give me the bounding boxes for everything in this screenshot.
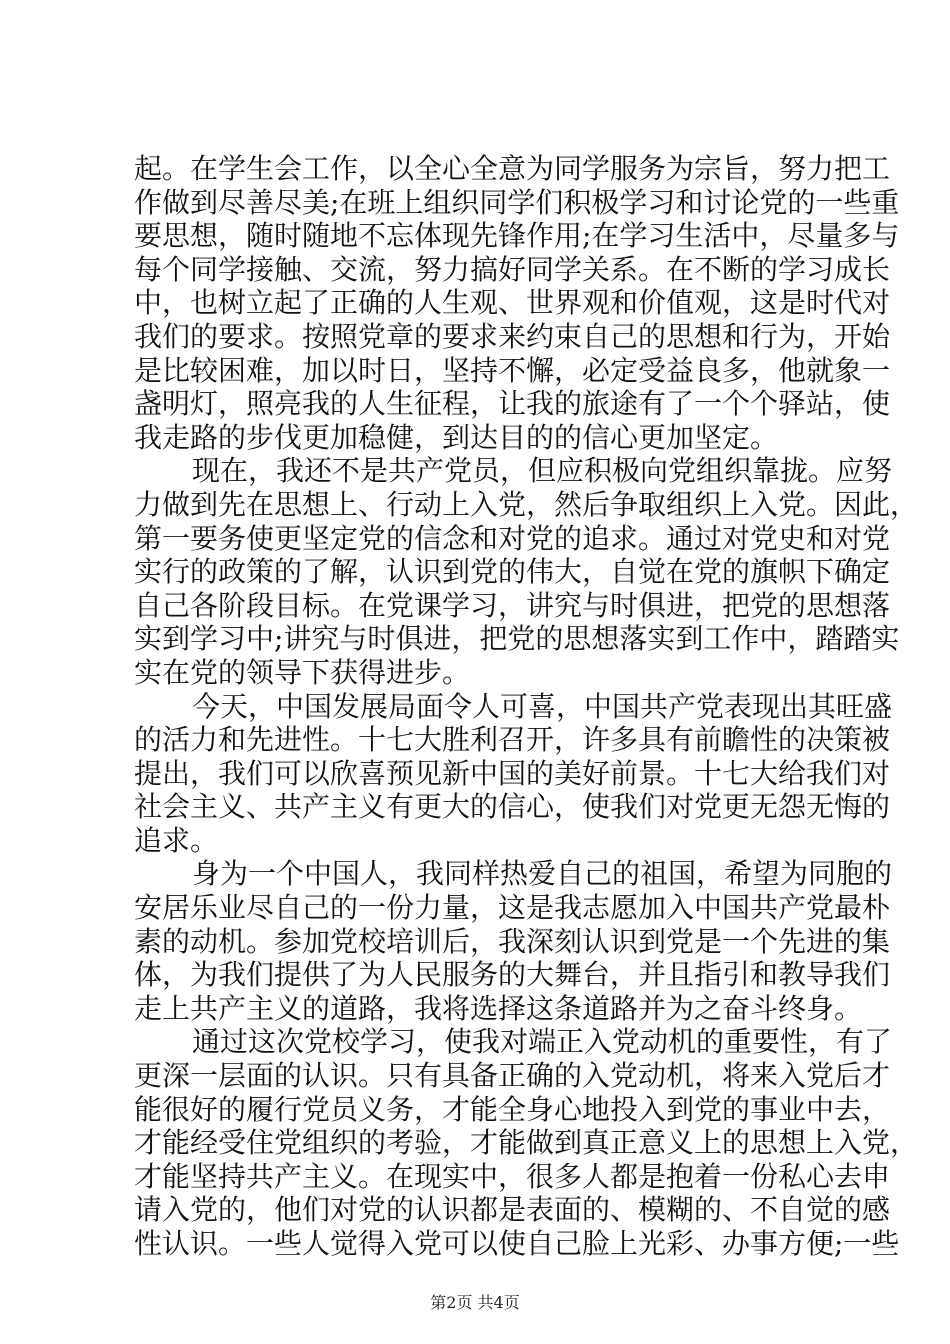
text-line: 追求。	[134, 823, 219, 857]
text-line: 请入党的，他们对党的认识都是表面的、模糊的、不自觉的感	[134, 1193, 891, 1227]
text-line: 起。在学生会工作，以全心全意为同学服务为宗旨，努力把工	[134, 152, 891, 185]
text-line: 我走路的步伐更加稳健，到达目的的信心更加坚定。	[134, 420, 779, 454]
document-body	[134, 152, 919, 1261]
text-line: 是比较困难，加以时日，坚持不懈，必定受益良多，他就象一	[134, 353, 891, 387]
text-line: 每个同学接触、交流，努力搞好同学关系。在不断的学习成长	[134, 252, 891, 286]
text-line: 走上共产主义的道路，我将选择这条道路并为之奋斗终身。	[134, 991, 863, 1025]
text-line: 安居乐业尽自己的一份力量，这是我志愿加入中国共产党最朴	[134, 891, 891, 925]
text-line: 才能经受住党组织的考验，才能做到真正意义上的思想上入党，	[134, 1126, 919, 1160]
text-line: 力做到先在思想上、行动上入党，然后争取组织上入党。因此，	[134, 487, 919, 521]
text-line: 今天，中国发展局面令人可喜，中国共产党表现出其旺盛	[192, 689, 893, 723]
text-line: 更深一层面的认识。只有具备正确的入党动机，将来入党后才	[134, 1059, 891, 1093]
text-line: 要思想，随时随地不忘体现先锋作用;在学习生活中，尽量多与	[134, 219, 900, 253]
text-line: 的活力和先进性。十七大胜利召开，许多具有前瞻性的决策被	[134, 723, 891, 757]
text-line: 素的动机。参加党校培训后，我深刻认识到党是一个先进的集	[134, 924, 891, 958]
text-line: 实行的政策的了解，认识到党的伟大，自觉在党的旗帜下确定	[134, 555, 891, 589]
text-line: 社会主义、共产主义有更大的信心，使我们对党更无怨无悔的	[134, 790, 891, 824]
text-line: 中，也树立起了正确的人生观、世界观和价值观，这是时代对	[134, 286, 891, 320]
text-line: 我们的要求。按照党章的要求来约束自己的思想和行为，开始	[134, 319, 891, 353]
text-line: 身为一个中国人，我同样热爱自己的祖国，希望为同胞的	[192, 857, 893, 891]
text-line: 才能坚持共产主义。在现实中，很多人都是抱着一份私心去申	[134, 1159, 891, 1193]
text-line: 作做到尽善尽美;在班上组织同学们积极学习和讨论党的一些重	[134, 185, 900, 219]
text-line: 体，为我们提供了为人民服务的大舞台，并且指引和教导我们	[134, 958, 891, 992]
page-footer: 第2页 共4页	[430, 1293, 520, 1312]
text-line: 自己各阶段目标。在党课学习，讲究与时俱进，把党的思想落	[134, 588, 891, 622]
text-line: 性认识。一些人觉得入党可以使自己脸上光彩、办事方便;一些	[134, 1227, 900, 1260]
text-line: 现在，我还不是共产党员，但应积极向党组织靠拢。应努	[192, 454, 893, 488]
text-line: 第一要务使更坚定党的信念和对党的追求。通过对党史和对党	[134, 521, 891, 555]
text-line: 通过这次党校学习，使我对端正入党动机的重要性，有了	[192, 1025, 893, 1059]
text-line: 盏明灯，照亮我的人生征程，让我的旅途有了一个个驿站，使	[134, 387, 891, 421]
text-line: 能很好的履行党员义务，才能全身心地投入到党的事业中去，	[134, 1092, 891, 1126]
text-line: 实到学习中;讲究与时俱进，把党的思想落实到工作中，踏踏实	[134, 622, 900, 656]
text-line: 提出，我们可以欣喜预见新中国的美好前景。十七大给我们对	[134, 756, 891, 790]
text-line: 实在党的领导下获得进步。	[134, 655, 471, 689]
